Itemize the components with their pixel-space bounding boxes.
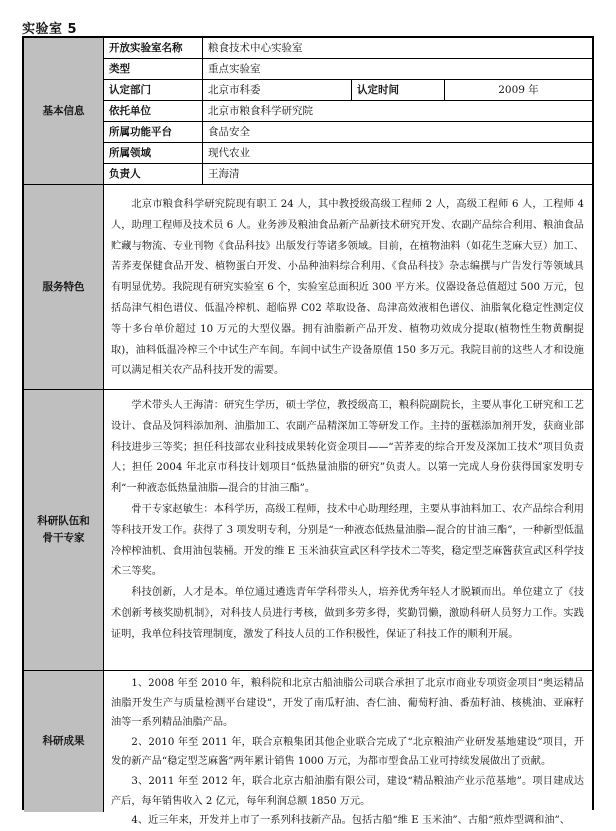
field-value-leader: 王海清 bbox=[203, 164, 592, 185]
team-description bbox=[104, 390, 592, 671]
lab-info-table bbox=[22, 36, 594, 827]
field-label-host-unit: 依托单位 bbox=[104, 101, 203, 122]
field-value-lab-name: 粮食技术中心实验室 bbox=[203, 38, 592, 59]
section-label-basic-info: 基本信息 bbox=[24, 38, 104, 185]
field-label-leader: 负责人 bbox=[104, 164, 203, 185]
results-item-4: 4、近三年来，开发并上市了一系列科技新产品。包括古船“维 E 玉米油”、古船“煎炸型调和油”、 bbox=[131, 815, 570, 827]
field-label-domain: 所属领域 bbox=[104, 143, 203, 164]
service-description bbox=[104, 185, 592, 390]
results-item-1: 1、2008 年至 2010 年，粮科院和北京古船油脂公司联合承担了北京市商业专项资金项目“奥运精品油脂开发生产与质量检测平台建设”，开发了南瓜籽油、杏仁油、葡萄籽油、番茄籽油、核桃油、亚麻籽油等一系列精品油脂产品。 bbox=[111, 678, 584, 729]
field-value-type: 重点实验室 bbox=[203, 59, 592, 80]
field-value-domain: 现代农业 bbox=[203, 143, 592, 164]
section-label-results: 科研成果 bbox=[24, 671, 104, 812]
field-value-dept: 北京市科委 bbox=[203, 80, 352, 101]
field-value-host-unit: 北京市粮食科学研究院 bbox=[203, 101, 592, 122]
page-title: 实验室 5 bbox=[22, 22, 78, 37]
field-label-dept: 认定部门 bbox=[104, 80, 203, 101]
field-label-date: 认定时间 bbox=[352, 80, 445, 101]
field-label-platform: 所属功能平台 bbox=[104, 122, 203, 143]
section-label-team: 科研队伍和骨干专家 bbox=[24, 390, 104, 671]
team-paragraph-innovation: 科技创新，人才是本。单位通过遴选青年学科带头人，培养优秀年轻人才脱颖而出。单位建立了《技术创新考核奖励机制》，对科技人员进行考核，做到多劳多得，奖勤罚懒，激励科研人员努力工作。实践证明，我单位科技管理制度，激发了科技人员的工作积极性，保证了科技工作的顺利开展。 bbox=[111, 587, 584, 640]
field-value-platform: 食品安全 bbox=[203, 122, 592, 143]
results-description bbox=[104, 671, 592, 827]
field-label-type: 类型 bbox=[104, 59, 203, 80]
team-paragraph-expert: 骨干专家赵敏生：本科学历，高级工程师，技术中心助理经理，主要从事油料加工、农产品综合利用等科技开发工作。获得了 3 项发明专利，分别是“一种液态低热量油脂—混合的甘油三酯”，一种新型低温冷榨榨油机、食用油包装桶。开发的维 E 玉米油获宣武区科学技术二等奖，稳定型芝麻酱获宣武区科学技术三等奖。 bbox=[111, 503, 584, 578]
team-paragraph-leader: 学术带头人王海清：研究生学历，硕士学位，教授级高工，粮科院副院长，主要从事化工研究和工艺设计、食品及饲料添加剂、油脂加工、农副产品精深加工等研发工作。主持的蛋糕添加剂开发，获商业部科技进步三等奖；担任科技部农业科技成果转化资金项目——“苦荞麦的综合开发及深加工技术”项目负责人；担任 2004 年北京市科技计划项目“低热量油脂的研究”负责人。以第一完成人身份获得国家发明专利“一种液态低热量油脂—混合的甘油三酯”。 bbox=[111, 400, 584, 495]
field-value-date: 2009 年 bbox=[445, 80, 592, 101]
results-item-3: 3、2011 年至 2012 年，联合北京古船油脂有限公司，建设“精品粮油产业示范基地”。项目建成达产后，每年销售收入 2 亿元，每年利润总额 1850 万元。 bbox=[111, 775, 584, 807]
field-label-lab-name: 开放实验室名称 bbox=[104, 38, 203, 59]
section-label-service: 服务特色 bbox=[24, 185, 104, 390]
results-item-2: 2、2010 年至 2011 年，联合京粮集团其他企业联合完成了“北京粮油产业研发基地建设”项目，开发的新产品“稳定型芝麻酱”两年累计销售 1000 万元，为都市型食品工业可持续发展做出了贡献。 bbox=[111, 736, 584, 768]
service-paragraph: 北京市粮食科学研究院现有职工 24 人，其中教授级高级工程师 2 人，高级工程师 6 人，工程师 4 人，助理工程师及技术员 6 人。业务涉及粮油食品新产品新技术研究开发、农副产品综合利用、粮油食品贮藏与物流、专业刊物《食品科技》出版发行等诸多领域。目前，在植物油料（如花生芝麻大豆）加工、苦荞麦保健食品开发、植物蛋白开发、小品种油料综合利用、《食品科技》杂志编撰与广告发行等领域具有明显优势。我院现有研究实验室 6 个，实验室总面积近 300 平方米。仪器设备总值超过 500 万元，包括岛津气相色谱仪、低温冷榨机、超临界 C02 萃取设备、岛津高效液相色谱仪、油脂氧化稳定性测定仪等十多台单价超过 10 万元的大型仪器。拥有油脂新产品开发、植物功效成分提取(植物性生物黄酮提取)，油料低温冷榨三个中试生产车间。车间中试生产设备原值 150 多万元。我院目前的这些人才和设施可以满足相关农产品科技开发的需要。 bbox=[111, 199, 584, 377]
